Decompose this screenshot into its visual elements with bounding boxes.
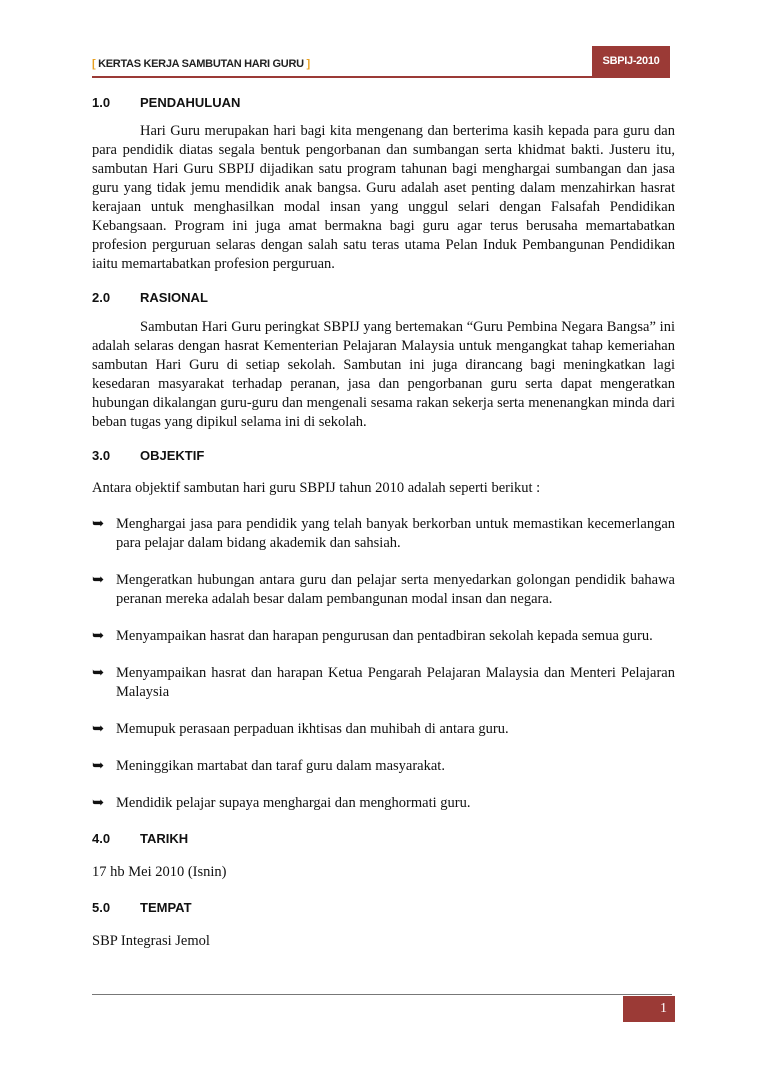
document-title-text: KERTAS KERJA SAMBUTAN HARI GURU: [95, 58, 307, 70]
arrow-bullet-icon: ➥: [92, 795, 105, 811]
objective-item: [92, 571, 675, 609]
section-number: 3.0: [92, 447, 111, 463]
objective-text: Menyampaikan hasrat dan harapan Ketua Pengarah Pelajaran Malaysia dan Menteri Pelajaran Malaysia: [116, 665, 675, 700]
page-header: [92, 46, 670, 76]
section-number: 2.0: [92, 289, 111, 305]
section-title: PENDAHULUAN: [140, 94, 241, 110]
tarikh-value: 17 hb Mei 2010 (Isnin): [92, 864, 227, 880]
bracket-open: [: [92, 58, 96, 70]
objective-text: Menghargai jasa para pendidik yang telah banyak berkorban untuk memastikan kecemerlangan para pelajar dalam bidang akademik dan sahsiah.: [116, 516, 675, 551]
section-number: 1.0: [92, 94, 111, 110]
objective-text: Menyampaikan hasrat dan harapan pengurusan dan pentadbiran sekolah kepada semua guru.: [116, 628, 653, 644]
objective-item: [92, 627, 675, 646]
section-heading-tempat: [92, 899, 675, 915]
footer-rule: [92, 994, 672, 995]
objective-item: [92, 515, 675, 553]
objective-item: [92, 720, 675, 739]
section-heading-objektif: [92, 447, 675, 463]
objective-text: Memupuk perasaan perpaduan ikhtisas dan muhibah di antara guru.: [116, 721, 509, 737]
objective-item: [92, 664, 675, 702]
header-rule: [92, 76, 670, 78]
section-title: OBJEKTIF: [140, 447, 205, 463]
arrow-bullet-icon: ➥: [92, 628, 105, 644]
section-title: RASIONAL: [140, 289, 208, 305]
section-heading-pendahuluan: [92, 94, 675, 110]
tempat-value: SBP Integrasi Jemol: [92, 933, 210, 949]
arrow-bullet-icon: ➥: [92, 516, 105, 532]
arrow-bullet-icon: ➥: [92, 665, 105, 681]
section-title: TEMPAT: [140, 899, 192, 915]
rasional-paragraph: Sambutan Hari Guru peringkat SBPIJ yang bertemakan “Guru Pembina Negara Bangsa” ini adalah selaras dengan hasrat Kementerian Pelajaran Malaysia untuk mengangkat tahap kemeriahan sambutan Hari Guru di setiap sekolah. Sambutan ini juga dirancang bagi meningkatkan lagi kesedaran masyarakat terhadap peranan, jasa dan pengorbanan guru serta dapat mengeratkan hubungan dikalangan guru-guru dan mengenali sesama rakan sekerja serta menenangkan minda dari beban tugas yang dipikul selama ini di sekolah.: [92, 319, 675, 430]
arrow-bullet-icon: ➥: [92, 572, 105, 588]
section-title: TARIKH: [140, 830, 189, 846]
bracket-close: ]: [306, 58, 310, 70]
objektif-intro: Antara objektif sambutan hari guru SBPIJ tahun 2010 adalah seperti berikut :: [92, 480, 541, 496]
arrow-bullet-icon: ➥: [92, 721, 105, 737]
section-number: 5.0: [92, 899, 111, 915]
page-number: 1: [623, 996, 675, 1022]
objective-text: Meninggikan martabat dan taraf guru dalam masyarakat.: [116, 758, 445, 774]
objective-text: Mengeratkan hubungan antara guru dan pelajar serta menyedarkan golongan pendidik bahawa peranan mereka adalah besar dalam pembangunan modal insan dan negara.: [116, 572, 675, 607]
arrow-bullet-icon: ➥: [92, 758, 105, 774]
objective-text: Mendidik pelajar supaya menghargai dan menghormati guru.: [116, 795, 471, 811]
pendahuluan-paragraph: Hari Guru merupakan hari bagi kita mengenang dan berterima kasih kepada para guru dan para pendidik diatas segala bentuk pengorbanan dan sumbangan serta khidmat bakti. Justeru itu, sambutan Hari Guru SBPIJ dijadikan satu program tahunan bagi menghargai sumbangan dan jasa guru yang tidak jemu mendidik anak bangsa. Guru adalah aset penting dalam menzahirkan hasrat kerajaan untuk menghasilkan modal insan yang unggul selari dengan Falsafah Pendidikan Kebangsaan. Program ini juga amat bermakna bagi guru agar terus berusaha memartabatkan profesion perguruan selaras dengan salah satu teras utama Pelan Induk Pembangunan Pendidikan iaitu memartabatkan profesion perguruan.: [92, 123, 675, 272]
objective-item: [92, 757, 675, 776]
document-body: [92, 80, 675, 951]
section-heading-tarikh: [92, 830, 675, 846]
section-heading-rasional: [92, 289, 675, 305]
objective-item: [92, 794, 675, 813]
document-title: [92, 58, 310, 70]
header-badge: SBPIJ-2010: [592, 46, 670, 76]
section-number: 4.0: [92, 830, 111, 846]
